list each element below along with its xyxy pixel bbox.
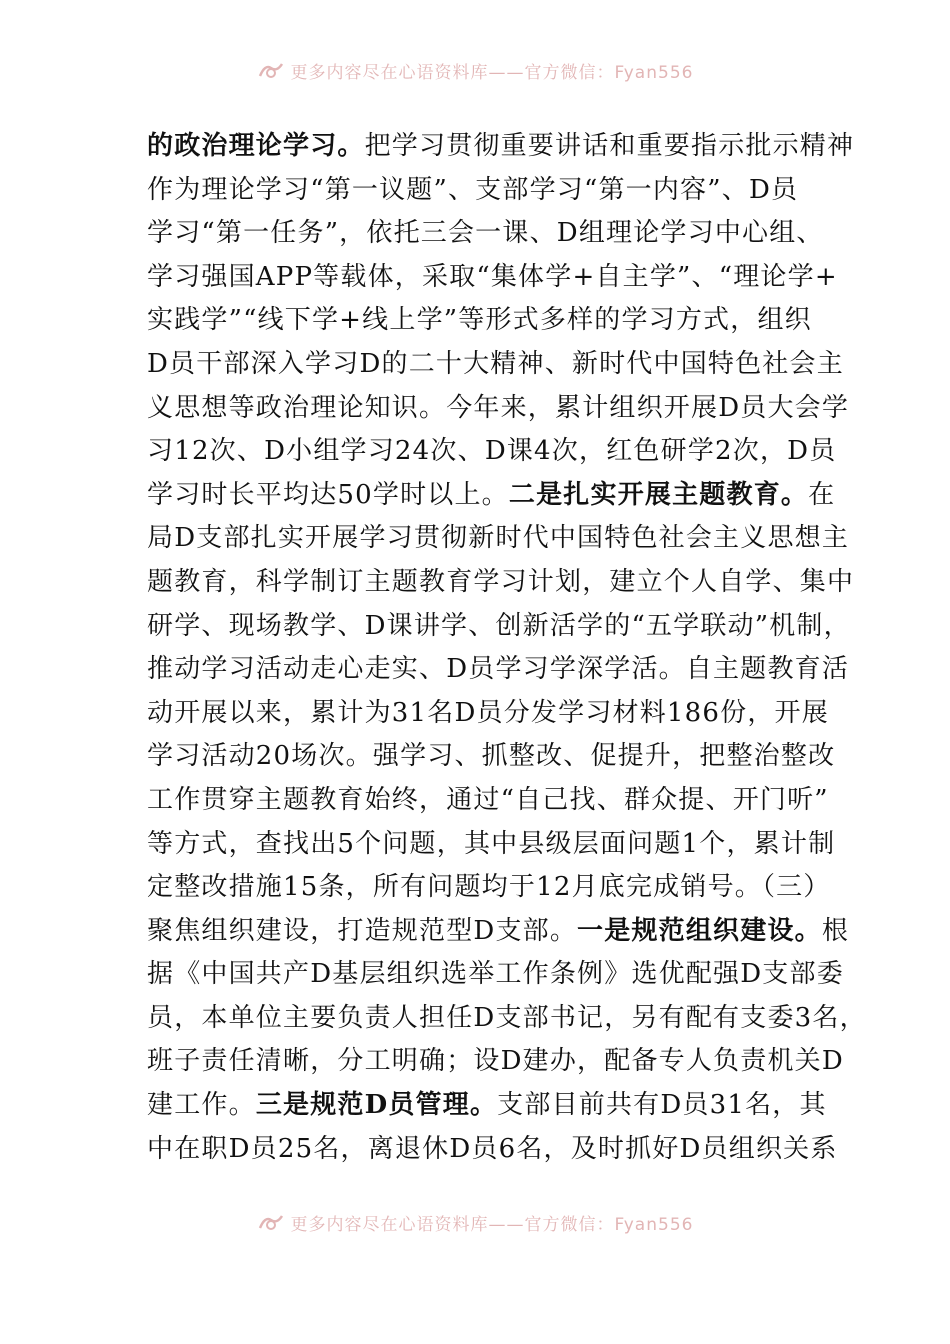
body-text: 学习“第一任务”，依托三会一课、D组理论学习中心组、 xyxy=(147,218,824,249)
body-text: 实践学”“线下学+线上学”等形式多样的学习方式，组织 xyxy=(147,305,812,336)
text-line xyxy=(147,953,844,997)
body-text: D员干部深入学习D的二十大精神、新时代中国特色社会主 xyxy=(147,348,844,379)
body-text: 学习强国APP等载体，采取“集体学+自主学”、“理论学+ xyxy=(147,261,838,292)
watermark-logo-icon xyxy=(257,1212,285,1234)
text-line xyxy=(147,1084,827,1128)
body-text: 学习活动20场次。强学习、抓整改、促提升，把整治整改 xyxy=(147,741,836,772)
body-text: 题教育，科学制订主题教育学习计划，建立个人自学、集中 xyxy=(147,566,855,597)
text-line xyxy=(147,125,855,169)
document-body xyxy=(147,125,867,1171)
bold-heading-text: 三是规范D员管理。 xyxy=(255,1090,498,1121)
bold-heading-text: 二是扎实开展主题教育。 xyxy=(508,479,809,510)
text-line xyxy=(147,387,850,431)
text-line xyxy=(147,474,836,518)
body-text: 班子责任清晰，分工明确；设D建办，配备专人负责机关D xyxy=(147,1046,844,1077)
footer-watermark-text: 更多内容尽在心语资料库——官方微信：Fyan556 xyxy=(290,1215,694,1235)
text-line xyxy=(147,605,851,649)
body-text: 推动学习活动走心走实、D员学习学深学活。自主题教育活 xyxy=(147,654,850,685)
bold-heading-text: 的政治理论学习。 xyxy=(147,131,365,161)
body-text: 习12次、D小组学习24次、D课4次，红色研学2次，D员 xyxy=(147,436,837,467)
footer-watermark xyxy=(0,1210,950,1235)
text-line xyxy=(147,866,831,910)
text-line xyxy=(147,1128,838,1172)
body-text: 等方式，查找出5个问题，其中县级层面问题1个，累计制 xyxy=(147,828,836,859)
body-text: 中在职D员25名，离退休D员6名，及时抓好D员组织关系 xyxy=(147,1133,838,1164)
body-text: 根 xyxy=(821,915,850,946)
text-line xyxy=(147,648,850,692)
header-watermark-text: 更多内容尽在心语资料库——官方微信：Fyan556 xyxy=(290,63,694,83)
body-text: 据《中国共产D基层组织选举工作条例》选优配强D支部委 xyxy=(147,959,844,990)
body-text: 作为理论学习“第一议题”、支部学习“第一内容”、D员 xyxy=(147,174,799,205)
body-text: 定整改措施15条，所有问题均于12月底完成销号。（三） xyxy=(147,872,831,903)
body-text: 动开展以来，累计为31名D员分发学习材料186份，开展 xyxy=(147,697,829,728)
text-line xyxy=(147,997,867,1041)
text-line xyxy=(147,299,817,343)
body-text: 员，本单位主要负责人担任D支部书记，另有配有支委3名， xyxy=(147,1002,867,1033)
text-line xyxy=(147,256,838,300)
bold-heading-text: 一是规范组织建设。 xyxy=(577,915,822,946)
body-text: 支部目前共有D员31名，其 xyxy=(497,1090,827,1121)
text-line xyxy=(147,910,850,954)
body-text: 研学、现场教学、D课讲学、创新活学的“五学联动”机制， xyxy=(147,610,851,641)
body-text: 工作贯穿主题教育始终，通过“自己找、群众提、开门听” xyxy=(147,784,829,815)
text-line xyxy=(147,779,829,823)
body-text: 把学习贯彻重要讲话和重要指示批示精神 xyxy=(364,131,855,161)
text-line xyxy=(147,212,824,256)
body-text: 聚焦组织建设，打造规范型D支部。 xyxy=(147,915,578,946)
body-text: 在 xyxy=(808,479,836,510)
text-line xyxy=(147,823,836,867)
text-line xyxy=(147,1040,844,1084)
text-line xyxy=(147,692,829,736)
body-text: 学习时长平均达50学时以上。 xyxy=(147,479,509,510)
text-line xyxy=(147,430,837,474)
text-line xyxy=(147,169,817,213)
text-line xyxy=(147,735,836,779)
watermark-logo-icon xyxy=(257,60,285,82)
body-text: 义思想等政治理论知识。今年来，累计组织开展D员大会学 xyxy=(147,392,850,423)
text-line xyxy=(147,343,844,387)
header-watermark xyxy=(0,58,950,83)
body-text: 局D支部扎实开展学习贯彻新时代中国特色社会主义思想主 xyxy=(147,523,850,554)
text-line xyxy=(147,561,855,605)
body-text: 建工作。 xyxy=(147,1090,256,1121)
text-line xyxy=(147,517,850,561)
